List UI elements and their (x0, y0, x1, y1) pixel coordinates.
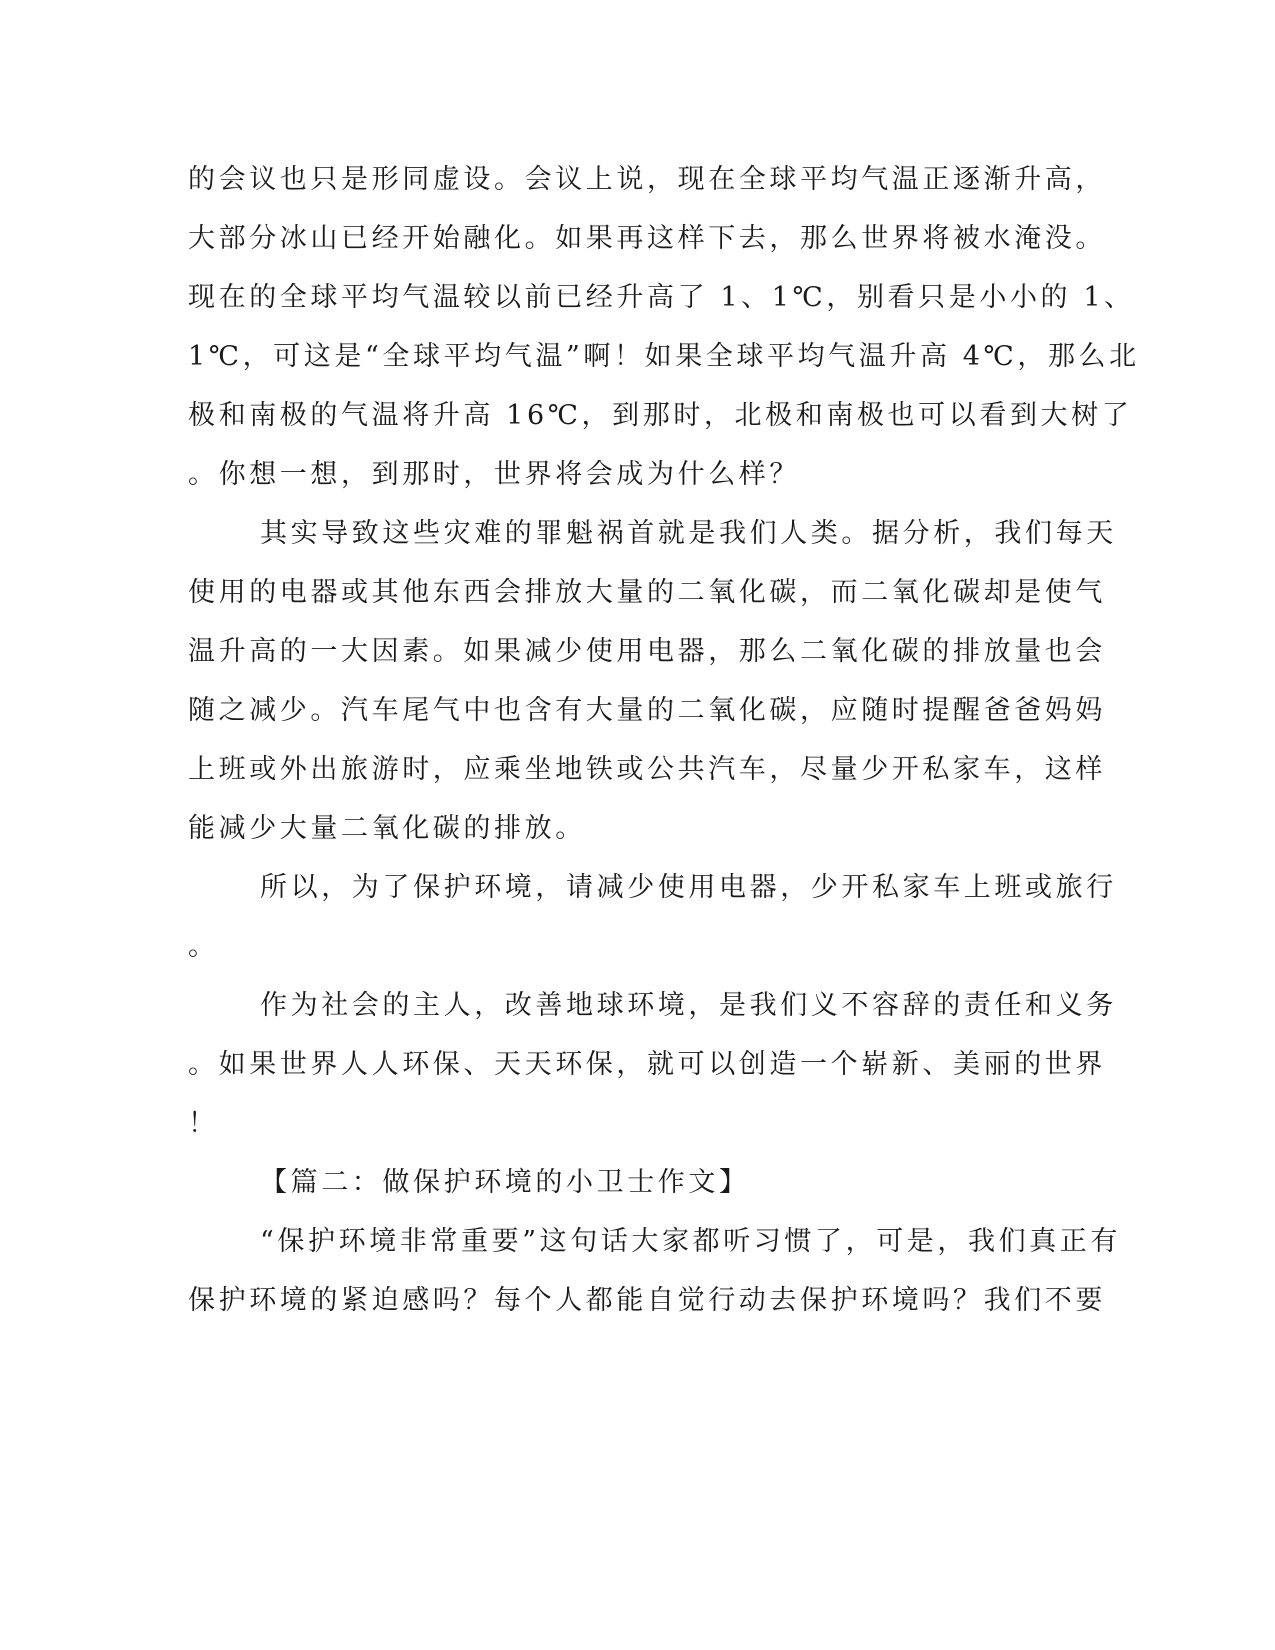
paragraph-start-line: 其实导致这些灾难的罪魁祸首就是我们人类。据分析，我们每天 (260, 518, 1117, 549)
text-line: 。 (188, 931, 219, 962)
text-line: 保护环境的紧迫感吗？每个人都能自觉行动去保护环境吗？我们不要 (188, 1285, 1106, 1316)
text-line: 使用的电器或其他东西会排放大量的二氧化碳，而二氧化碳却是使气 (188, 577, 1106, 608)
text-line: ！ (188, 1108, 219, 1139)
text-line: 能减少大量二氧化碳的排放。 (188, 813, 586, 844)
text-line: 1℃，可这是“全球平均气温”啊！如果全球平均气温升高 4℃，那么北 (188, 341, 1140, 372)
text-line: 大部分冰山已经开始融化。如果再这样下去，那么世界将被水淹没。 (188, 223, 1106, 254)
text-line: 现在的全球平均气温较以前已经升高了 1、1℃，别看只是小小的 1、 (188, 282, 1135, 313)
text-line: 。如果世界人人环保、天天环保，就可以创造一个崭新、美丽的世界 (188, 1049, 1106, 1080)
paragraph-start-line: “保护环境非常重要”这句话大家都听习惯了，可是，我们真正有 (260, 1226, 1122, 1257)
text-line: 温升高的一大因素。如果减少使用电器，那么二氧化碳的排放量也会 (188, 636, 1106, 667)
text-line: 。你想一想，到那时，世界将会成为什么样？ (188, 459, 800, 490)
paragraph-start-line: 作为社会的主人，改善地球环境，是我们义不容辞的责任和义务 (260, 990, 1117, 1021)
paragraph-start-line: 所以，为了保护环境，请减少使用电器，少开私家车上班或旅行 (260, 872, 1117, 903)
section-heading: 【篇二：做保护环境的小卫士作文】 (260, 1167, 750, 1198)
text-line: 随之减少。汽车尾气中也含有大量的二氧化碳，应随时提醒爸爸妈妈 (188, 695, 1106, 726)
text-line: 的会议也只是形同虚设。会议上说，现在全球平均气温正逐渐升高， (188, 164, 1106, 195)
text-line: 上班或外出旅游时，应乘坐地铁或公共汽车，尽量少开私家车，这样 (188, 754, 1106, 785)
text-line: 极和南极的气温将升高 16℃，到那时，北极和南极也可以看到大树了 (188, 400, 1133, 431)
